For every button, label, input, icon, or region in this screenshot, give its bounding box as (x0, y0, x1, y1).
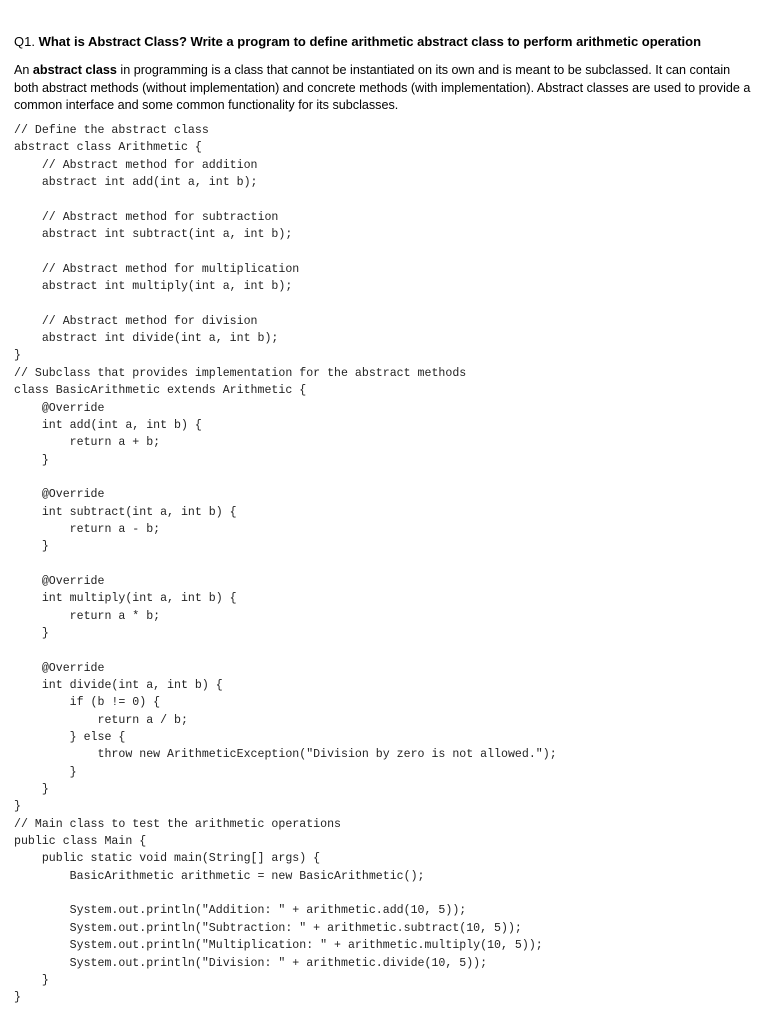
code-line: } (14, 765, 77, 779)
code-line: } (14, 783, 49, 797)
code-line: // Abstract method for subtraction (14, 210, 279, 224)
code-line: // Abstract method for addition (14, 158, 258, 172)
intro-bold-term: abstract class (32, 63, 117, 77)
code-line: } (14, 991, 21, 1005)
code-line: int multiply(int a, int b) { (14, 592, 237, 606)
code-line: abstract int subtract(int a, int b); (14, 228, 293, 242)
code-line: @Override (14, 401, 105, 415)
code-line: public class Main { (14, 835, 147, 849)
code-line: abstract int divide(int a, int b); (14, 332, 279, 346)
code-block (14, 122, 754, 1007)
code-line (14, 556, 754, 573)
code-line: } (14, 349, 21, 363)
code-line: @Override (14, 661, 105, 675)
intro-paragraph (14, 62, 754, 115)
code-line: } (14, 540, 49, 554)
code-line: } (14, 626, 49, 640)
code-line: return a / b; (14, 713, 188, 727)
intro-text-after: in programming is a class that cannot be instantiated on its own and is meant to be subclassed. It can contain both abstract methods (without implementation) and concrete methods (with implementation). Abstract classes are used to provide a common interface and some common functionality for its subclasses. (14, 63, 751, 112)
code-line: class BasicArithmetic extends Arithmetic { (14, 384, 307, 398)
code-line: // Main class to test the arithmetic operations (14, 817, 341, 831)
code-line: BasicArithmetic arithmetic = new BasicArithmetic(); (14, 869, 425, 883)
code-line (14, 885, 754, 902)
code-line: int subtract(int a, int b) { (14, 505, 237, 519)
code-line (14, 191, 754, 208)
code-line: abstract int multiply(int a, int b); (14, 280, 293, 294)
intro-text-before: An (14, 63, 33, 77)
code-line: abstract int add(int a, int b); (14, 176, 258, 190)
code-line: System.out.println("Division: " + arithmetic.divide(10, 5)); (14, 956, 488, 970)
code-line: return a - b; (14, 522, 161, 536)
code-line (14, 243, 754, 260)
code-line (14, 642, 754, 659)
code-line: // Abstract method for division (14, 314, 258, 328)
code-line: throw new ArithmeticException("Division by zero is not allowed."); (14, 748, 557, 762)
code-line: if (b != 0) { (14, 696, 161, 710)
code-line: // Abstract method for multiplication (14, 262, 300, 276)
code-line: int add(int a, int b) { (14, 418, 202, 432)
code-line: } (14, 800, 21, 814)
code-line: public static void main(String[] args) { (14, 852, 321, 866)
code-line: abstract class Arithmetic { (14, 141, 202, 155)
code-line: @Override (14, 488, 105, 502)
code-line: // Subclass that provides implementation for the abstract methods (14, 366, 467, 380)
code-line: @Override (14, 574, 105, 588)
question-number: Q1. (14, 34, 35, 49)
code-line: System.out.println("Addition: " + arithmetic.add(10, 5)); (14, 904, 467, 918)
code-line: // Define the abstract class (14, 124, 209, 137)
code-line (14, 295, 754, 312)
question-heading (14, 34, 754, 50)
code-line: } (14, 973, 49, 987)
code-line: } (14, 453, 49, 467)
code-line: return a + b; (14, 436, 161, 450)
code-line: return a * b; (14, 609, 161, 623)
code-line: System.out.println("Subtraction: " + arithmetic.subtract(10, 5)); (14, 921, 522, 935)
code-line: int divide(int a, int b) { (14, 679, 223, 692)
code-line: System.out.println("Multiplication: " + arithmetic.multiply(10, 5)); (14, 939, 543, 953)
code-line: } else { (14, 731, 126, 745)
code-line (14, 469, 754, 486)
question-text: What is Abstract Class? Write a program to define arithmetic abstract class to perform arithmetic operation (38, 34, 702, 49)
